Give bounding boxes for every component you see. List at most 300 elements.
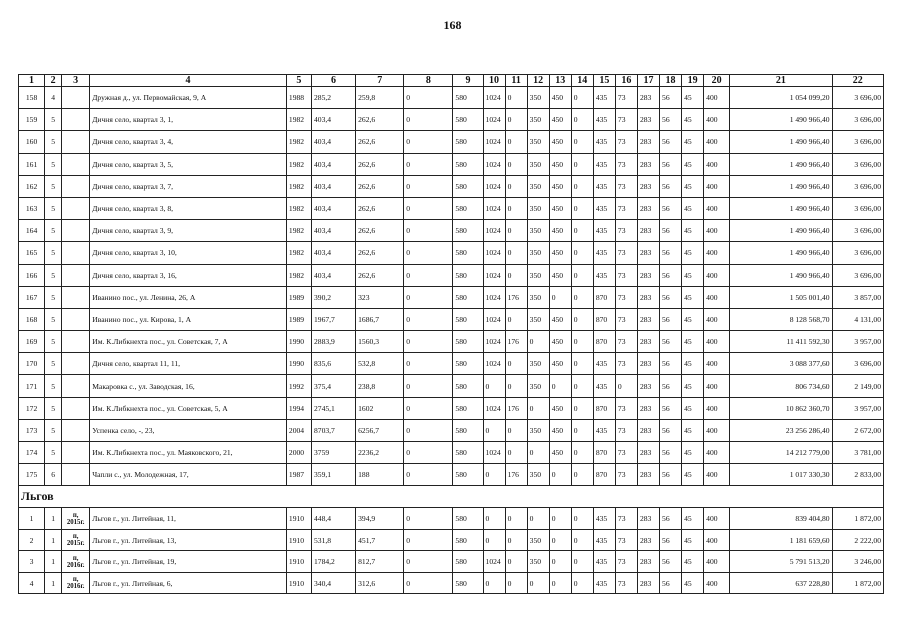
- table-row: [19, 197, 884, 219]
- table-cell: 0: [549, 529, 571, 551]
- table-cell: Дичня село, квартал 3, 5,: [90, 153, 287, 175]
- header-cell: 1: [19, 75, 45, 87]
- table-cell: 0: [404, 353, 453, 375]
- header-cell: 13: [549, 75, 571, 87]
- table-cell: 0: [571, 87, 593, 109]
- table-cell: 45: [682, 175, 704, 197]
- table-cell: 0: [549, 464, 571, 486]
- table-cell: 2000: [286, 442, 311, 464]
- table-cell: 1602: [356, 397, 404, 419]
- table-cell: 0: [571, 197, 593, 219]
- table-cell: 162: [19, 175, 45, 197]
- table-cell: 283: [637, 331, 659, 353]
- table-cell: 580: [453, 572, 483, 594]
- table-cell: п, 2016г.: [62, 551, 90, 573]
- table-cell: 5: [45, 109, 62, 131]
- table-cell: 403,4: [311, 220, 355, 242]
- table-cell: 0: [505, 419, 527, 441]
- header-cell: 20: [704, 75, 730, 87]
- table-cell: 5: [45, 264, 62, 286]
- table-cell: 1024: [483, 131, 505, 153]
- table-cell: 56: [660, 375, 682, 397]
- table-cell: 0: [404, 175, 453, 197]
- table-cell: 163: [19, 197, 45, 219]
- table-cell: 3 088 377,60: [730, 353, 832, 375]
- table-cell: 0: [404, 572, 453, 594]
- table-cell: 73: [615, 175, 637, 197]
- table-cell: 262,6: [356, 242, 404, 264]
- table-cell: 448,4: [311, 508, 355, 530]
- table-cell: 45: [682, 375, 704, 397]
- header-cell: 8: [404, 75, 453, 87]
- table-cell: 1024: [483, 175, 505, 197]
- table-cell: 839 404,80: [730, 508, 832, 530]
- table-cell: 4 131,00: [832, 308, 883, 330]
- table-cell: 174: [19, 442, 45, 464]
- table-cell: 450: [549, 197, 571, 219]
- table-cell: 73: [615, 153, 637, 175]
- table-cell: 0: [404, 508, 453, 530]
- table-cell: 56: [660, 242, 682, 264]
- table-cell: 3 696,00: [832, 264, 883, 286]
- header-cell: 19: [682, 75, 704, 87]
- table-cell: 400: [704, 442, 730, 464]
- table-row: [19, 286, 884, 308]
- table-cell: 283: [637, 308, 659, 330]
- table-cell: 0: [571, 397, 593, 419]
- table-cell: 0: [483, 529, 505, 551]
- table-cell: 531,8: [311, 529, 355, 551]
- table-cell: 56: [660, 87, 682, 109]
- table-cell: Дичня село, квартал 3, 7,: [90, 175, 287, 197]
- table-cell: 73: [615, 464, 637, 486]
- table-cell: 1 505 001,40: [730, 286, 832, 308]
- table-cell: 1024: [483, 220, 505, 242]
- table-cell: [62, 109, 90, 131]
- table-cell: 1: [45, 508, 62, 530]
- table-cell: 3 696,00: [832, 87, 883, 109]
- table-cell: 262,6: [356, 197, 404, 219]
- table-cell: Иванино пос., ул. Кирова, 1, А: [90, 308, 287, 330]
- table-cell: 1024: [483, 242, 505, 264]
- table-cell: 0: [527, 572, 549, 594]
- table-cell: 1989: [286, 286, 311, 308]
- table-cell: 350: [527, 242, 549, 264]
- table-cell: 400: [704, 308, 730, 330]
- table-cell: 1024: [483, 264, 505, 286]
- table-cell: Дичня село, квартал 3, 4,: [90, 131, 287, 153]
- table-cell: 580: [453, 109, 483, 131]
- table-cell: [62, 197, 90, 219]
- table-cell: 173: [19, 419, 45, 441]
- table-cell: 3 696,00: [832, 109, 883, 131]
- table-cell: 350: [527, 353, 549, 375]
- table-cell: 1910: [286, 551, 311, 573]
- table-cell: 262,6: [356, 109, 404, 131]
- table-row: [19, 308, 884, 330]
- table-cell: 0: [571, 419, 593, 441]
- header-cell: 12: [527, 75, 549, 87]
- table-cell: 5: [45, 197, 62, 219]
- table-cell: 0: [571, 464, 593, 486]
- table-cell: 45: [682, 242, 704, 264]
- table-cell: 73: [615, 220, 637, 242]
- table-cell: 403,4: [311, 242, 355, 264]
- table-cell: 870: [593, 331, 615, 353]
- table-cell: 5: [45, 220, 62, 242]
- table-cell: 580: [453, 131, 483, 153]
- table-cell: 3 696,00: [832, 197, 883, 219]
- table-row: [19, 131, 884, 153]
- table-cell: 400: [704, 419, 730, 441]
- table-cell: 73: [615, 419, 637, 441]
- table-cell: 0: [483, 508, 505, 530]
- table-cell: 450: [549, 331, 571, 353]
- table-cell: 580: [453, 87, 483, 109]
- table-cell: 73: [615, 131, 637, 153]
- table-cell: 400: [704, 109, 730, 131]
- table-cell: 1 872,00: [832, 572, 883, 594]
- table-cell: 3 957,00: [832, 397, 883, 419]
- table-cell: 400: [704, 551, 730, 573]
- table-cell: 0: [549, 551, 571, 573]
- table-cell: 0: [505, 529, 527, 551]
- table-cell: 283: [637, 442, 659, 464]
- table-row: [19, 331, 884, 353]
- table-cell: 435: [593, 109, 615, 131]
- table-cell: 350: [527, 175, 549, 197]
- table-row: [19, 87, 884, 109]
- table-cell: 1: [45, 551, 62, 573]
- table-cell: 1982: [286, 264, 311, 286]
- table-cell: Макаровка с., ул. Заводская, 16,: [90, 375, 287, 397]
- table-cell: 1686,7: [356, 308, 404, 330]
- table-cell: 159: [19, 109, 45, 131]
- table-cell: 2004: [286, 419, 311, 441]
- table-row: [19, 109, 884, 131]
- table-cell: 0: [404, 153, 453, 175]
- table-cell: 5: [45, 331, 62, 353]
- table-row: [19, 529, 884, 551]
- table-cell: 1 017 330,30: [730, 464, 832, 486]
- table-cell: 2 672,00: [832, 419, 883, 441]
- table-cell: [62, 220, 90, 242]
- table-cell: 56: [660, 353, 682, 375]
- table-cell: 0: [404, 286, 453, 308]
- table-row: [19, 508, 884, 530]
- table-cell: 73: [615, 308, 637, 330]
- table-cell: 450: [549, 153, 571, 175]
- table-cell: 45: [682, 153, 704, 175]
- table-cell: Чапли с., ул. Молодежная, 17,: [90, 464, 287, 486]
- table-cell: 435: [593, 551, 615, 573]
- table-cell: 1910: [286, 572, 311, 594]
- table-cell: 394,9: [356, 508, 404, 530]
- table-cell: [62, 331, 90, 353]
- table-cell: 350: [527, 286, 549, 308]
- section-title: Льгов: [19, 486, 884, 508]
- table-cell: 870: [593, 464, 615, 486]
- table-cell: 14 212 779,00: [730, 442, 832, 464]
- table-cell: Успенка село, -, 23,: [90, 419, 287, 441]
- table-row: [19, 175, 884, 197]
- table-cell: 435: [593, 375, 615, 397]
- table-cell: 188: [356, 464, 404, 486]
- table-cell: 5: [45, 175, 62, 197]
- table-cell: 45: [682, 131, 704, 153]
- table-cell: 1 490 966,40: [730, 197, 832, 219]
- table-row: [19, 397, 884, 419]
- table-cell: 73: [615, 109, 637, 131]
- table-cell: 283: [637, 397, 659, 419]
- table-cell: 435: [593, 572, 615, 594]
- table-cell: 359,1: [311, 464, 355, 486]
- table-cell: 56: [660, 264, 682, 286]
- table-cell: 56: [660, 331, 682, 353]
- table-cell: 1560,3: [356, 331, 404, 353]
- table-cell: 164: [19, 220, 45, 242]
- table-cell: 0: [505, 242, 527, 264]
- table-cell: 450: [549, 442, 571, 464]
- section-header-row: [19, 486, 884, 508]
- table-cell: 166: [19, 264, 45, 286]
- table-cell: [62, 131, 90, 153]
- table-row: [19, 353, 884, 375]
- table-cell: 0: [571, 572, 593, 594]
- table-cell: 580: [453, 242, 483, 264]
- table-cell: 56: [660, 153, 682, 175]
- table-cell: 259,8: [356, 87, 404, 109]
- table-cell: 1910: [286, 529, 311, 551]
- table-cell: 262,6: [356, 175, 404, 197]
- table-cell: 73: [615, 353, 637, 375]
- table-cell: 3 957,00: [832, 331, 883, 353]
- table-cell: 0: [404, 331, 453, 353]
- table-cell: 451,7: [356, 529, 404, 551]
- table-cell: 1024: [483, 353, 505, 375]
- table-cell: 56: [660, 131, 682, 153]
- table-cell: 1024: [483, 442, 505, 464]
- table-cell: 400: [704, 375, 730, 397]
- table-cell: 73: [615, 508, 637, 530]
- table-cell: 403,4: [311, 197, 355, 219]
- table-cell: 580: [453, 264, 483, 286]
- table-cell: 1988: [286, 87, 311, 109]
- page-number: 168: [443, 18, 462, 32]
- table-cell: [62, 175, 90, 197]
- table-cell: 0: [571, 375, 593, 397]
- table-cell: 580: [453, 331, 483, 353]
- table-cell: 4: [19, 572, 45, 594]
- table-cell: 262,6: [356, 153, 404, 175]
- table-cell: 812,7: [356, 551, 404, 573]
- table-cell: 283: [637, 87, 659, 109]
- table-cell: 5: [45, 131, 62, 153]
- table-cell: 1982: [286, 153, 311, 175]
- table-cell: 158: [19, 87, 45, 109]
- table-cell: 435: [593, 197, 615, 219]
- table-row: [19, 464, 884, 486]
- table-cell: 0: [571, 153, 593, 175]
- table-cell: 580: [453, 308, 483, 330]
- table-cell: 5 791 513,20: [730, 551, 832, 573]
- table-cell: 1784,2: [311, 551, 355, 573]
- table-cell: 580: [453, 397, 483, 419]
- table-cell: 580: [453, 529, 483, 551]
- table-cell: 238,8: [356, 375, 404, 397]
- table-cell: 2: [19, 529, 45, 551]
- table-cell: 283: [637, 197, 659, 219]
- table-cell: 1 490 966,40: [730, 153, 832, 175]
- table-cell: 73: [615, 264, 637, 286]
- table-cell: 400: [704, 397, 730, 419]
- table-cell: 6256,7: [356, 419, 404, 441]
- table-cell: 172: [19, 397, 45, 419]
- table-cell: 45: [682, 397, 704, 419]
- header-cell: 3: [62, 75, 90, 87]
- table-cell: 283: [637, 153, 659, 175]
- table-cell: 1024: [483, 397, 505, 419]
- table-cell: 283: [637, 220, 659, 242]
- table-cell: 0: [404, 529, 453, 551]
- table-cell: 637 228,80: [730, 572, 832, 594]
- table-cell: 0: [483, 419, 505, 441]
- table-cell: 3 857,00: [832, 286, 883, 308]
- table-cell: 0: [404, 220, 453, 242]
- table-cell: 350: [527, 153, 549, 175]
- table-cell: 283: [637, 175, 659, 197]
- table-cell: 400: [704, 131, 730, 153]
- table-cell: 45: [682, 508, 704, 530]
- table-cell: 56: [660, 286, 682, 308]
- table-cell: 870: [593, 308, 615, 330]
- table-cell: 1 490 966,40: [730, 175, 832, 197]
- table-row: [19, 551, 884, 573]
- table-cell: 45: [682, 353, 704, 375]
- table-cell: 403,4: [311, 131, 355, 153]
- table-cell: [62, 353, 90, 375]
- table-cell: 0: [505, 572, 527, 594]
- table-cell: 1994: [286, 397, 311, 419]
- table-cell: 435: [593, 242, 615, 264]
- table-cell: Им. К.Либкнехта пос., ул. Советская, 5, А: [90, 397, 287, 419]
- table-cell: 1982: [286, 109, 311, 131]
- table-cell: 0: [404, 242, 453, 264]
- table-cell: 450: [549, 308, 571, 330]
- table-cell: 73: [615, 242, 637, 264]
- table-row: [19, 220, 884, 242]
- table-cell: 580: [453, 442, 483, 464]
- table-cell: 165: [19, 242, 45, 264]
- table-row: [19, 442, 884, 464]
- table-cell: 0: [571, 353, 593, 375]
- table-row: [19, 419, 884, 441]
- table-cell: п, 2015г.: [62, 529, 90, 551]
- table-cell: 1024: [483, 87, 505, 109]
- table-cell: 400: [704, 197, 730, 219]
- table-cell: 1982: [286, 242, 311, 264]
- table-cell: 283: [637, 464, 659, 486]
- table-cell: 400: [704, 175, 730, 197]
- table-cell: 1967,7: [311, 308, 355, 330]
- table-cell: 176: [505, 331, 527, 353]
- table-cell: 340,4: [311, 572, 355, 594]
- table-cell: 283: [637, 131, 659, 153]
- table-cell: 45: [682, 308, 704, 330]
- table-cell: 45: [682, 87, 704, 109]
- table-cell: 56: [660, 397, 682, 419]
- table-cell: 0: [571, 551, 593, 573]
- header-cell: 6: [311, 75, 355, 87]
- table-cell: 56: [660, 419, 682, 441]
- header-cell: 17: [637, 75, 659, 87]
- table-cell: 283: [637, 529, 659, 551]
- table-cell: 400: [704, 286, 730, 308]
- table-cell: 1 181 659,60: [730, 529, 832, 551]
- table-cell: 400: [704, 529, 730, 551]
- table-cell: 3 696,00: [832, 242, 883, 264]
- header-cell: 9: [453, 75, 483, 87]
- table-cell: 400: [704, 242, 730, 264]
- column-number-header: [19, 75, 884, 87]
- table-cell: 167: [19, 286, 45, 308]
- table-cell: 45: [682, 264, 704, 286]
- table-cell: 1 054 099,20: [730, 87, 832, 109]
- table-cell: 403,4: [311, 153, 355, 175]
- table-cell: 870: [593, 286, 615, 308]
- table-cell: 0: [505, 442, 527, 464]
- table-cell: 45: [682, 442, 704, 464]
- table-cell: 580: [453, 375, 483, 397]
- header-cell: 5: [286, 75, 311, 87]
- table-cell: 400: [704, 331, 730, 353]
- table-cell: 11 411 592,30: [730, 331, 832, 353]
- table-cell: 3: [19, 551, 45, 573]
- table-cell: 5: [45, 153, 62, 175]
- table-cell: 1: [19, 508, 45, 530]
- table-row: [19, 242, 884, 264]
- table-cell: 56: [660, 551, 682, 573]
- table-cell: 6: [45, 464, 62, 486]
- table-cell: 435: [593, 419, 615, 441]
- table-cell: 176: [505, 397, 527, 419]
- table-cell: 390,2: [311, 286, 355, 308]
- buildings-table: [18, 74, 884, 594]
- table-cell: 0: [483, 464, 505, 486]
- table-cell: 56: [660, 529, 682, 551]
- table-cell: 0: [571, 331, 593, 353]
- table-cell: 0: [404, 197, 453, 219]
- table-cell: 45: [682, 331, 704, 353]
- table-cell: 0: [404, 87, 453, 109]
- table-cell: 56: [660, 308, 682, 330]
- table-cell: 450: [549, 220, 571, 242]
- header-cell: 21: [730, 75, 832, 87]
- table-cell: 0: [505, 220, 527, 242]
- table-cell: [62, 442, 90, 464]
- table-cell: 532,8: [356, 353, 404, 375]
- table-cell: 0: [527, 331, 549, 353]
- table-cell: 45: [682, 220, 704, 242]
- table-cell: 0: [505, 109, 527, 131]
- table-cell: 435: [593, 529, 615, 551]
- table-cell: 450: [549, 397, 571, 419]
- table-cell: 450: [549, 175, 571, 197]
- table-cell: 283: [637, 353, 659, 375]
- table-cell: 0: [549, 572, 571, 594]
- table-cell: Дичня село, квартал 3, 16,: [90, 264, 287, 286]
- table-cell: 580: [453, 197, 483, 219]
